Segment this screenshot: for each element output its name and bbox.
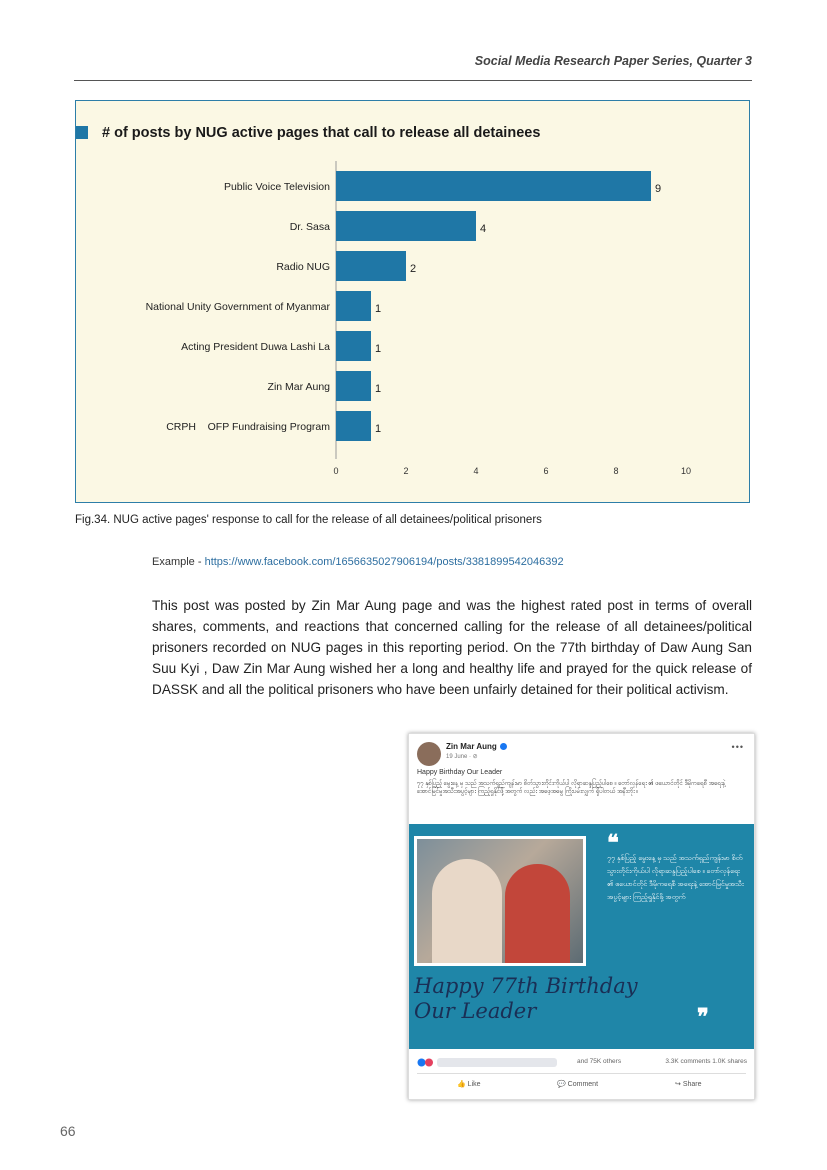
reaction-icons	[417, 1058, 437, 1067]
bar-value-label: 1	[375, 343, 382, 355]
open-quote-icon: ❝	[607, 830, 619, 856]
author-name-row	[446, 742, 507, 751]
post-date: 19 June · ⊘	[446, 754, 478, 760]
category-label: Zin Mar Aung	[267, 381, 330, 393]
chart-title-marker	[76, 126, 88, 139]
reactor-names-blurred	[437, 1058, 557, 1067]
others-count: and 75K others	[577, 1058, 622, 1065]
bar	[336, 171, 651, 201]
chart-title: # of posts by NUG active pages that call to release all detainees	[102, 125, 541, 141]
bar-value-label: 4	[480, 223, 487, 235]
like-reaction-icon	[418, 1059, 426, 1067]
category-label: Public Voice Television	[223, 181, 330, 193]
example-link[interactable]: https://www.facebook.com/1656635027906194/posts/3381899542046392	[204, 556, 564, 568]
bar	[336, 331, 371, 361]
facebook-post-screenshot	[408, 733, 755, 1100]
bar	[336, 291, 371, 321]
x-tick-label: 4	[473, 466, 479, 476]
x-tick-label: 8	[613, 466, 619, 476]
body-paragraph: This post was posted by Zin Mar Aung page and was the highest rated post in terms of overall shares, comments, and reactions that concerned calling for the release of all detainees/political prisoners recorded on NUG pages in this reporting period. On the 77th birthday of Daw Aung San Suu Kyi , Daw Zin Mar Aung wished her a long and healthy life and prayed for the quick release of DASSK and all the political prisoners who have been unfairly detained for their political activism.	[152, 598, 752, 697]
birthday-script-text	[414, 974, 638, 1024]
post-body: ၇၇ နှစ်ပြည့် မွေးနေ့ မှ သည် အသက်ရှည်ကျန်းမာ စိတ်သွားတိုင်းကိုယ်ပါ လိုရာဆန္ဒပြည့်ပါစေ ။ တော်လှန်ရေး ၏ ဖယောင်တိုင် ဒီမိုကရေစီ အရေးနဲ့ အောင်မြင်မှုအသီးအပွင့်များ ကြည့်ရှုနိုင်ဖို့ အတွက် လည်း အဖေ့အမွေ ကြိုးပမ်းလျှက် ရှိပါတယ် အနီးတိုး ။	[417, 781, 726, 795]
comment-button: 💬 Comment	[557, 1081, 599, 1088]
series-title: Social Media Research Paper Series, Quarter 3	[474, 54, 752, 68]
photo	[417, 839, 583, 963]
close-quote-icon: ❞	[697, 1004, 709, 1030]
category-label: Dr. Sasa	[289, 221, 330, 233]
bar-value-label: 9	[655, 183, 662, 195]
photo-frame	[414, 836, 586, 966]
photo-person-right	[505, 864, 570, 963]
post-image	[409, 824, 754, 1049]
actions-divider	[417, 1073, 746, 1074]
verified-icon	[500, 743, 507, 750]
x-tick-label: 6	[543, 466, 549, 476]
chart-panel	[75, 100, 750, 503]
like-label: Like	[467, 1081, 481, 1088]
x-tick-label: 2	[403, 466, 409, 476]
more-options-icon: •••	[731, 742, 744, 752]
bar	[336, 371, 371, 401]
bar-value-label: 1	[375, 383, 382, 395]
like-button: 👍 Like	[457, 1081, 481, 1088]
bar	[336, 211, 476, 241]
author-avatar	[417, 742, 441, 766]
quote-text: ၇၇ နှစ်ပြည့် မွေးနေ့ မှ သည် အသက်ရှည်ကျန်းမာ စိတ်သွားတိုင်းကိုယ်ပါ လိုရာဆန္ဒပြည့်ပါစေ ။ တော်လှန်ရေး ၏ ဖယောင်တိုင် ဒီမိုကရေစီ အရေးနဲ့ အောင်မြင်မှုအသီးအပွင့်များ ကြည့်ရှုနိုင်ဖို့ အတွက်	[607, 855, 744, 901]
category-label: Acting President Duwa Lashi La	[181, 341, 330, 353]
bar	[336, 411, 371, 441]
example-label: Example -	[152, 556, 205, 568]
category-label: Radio NUG	[276, 261, 330, 273]
page-header	[74, 50, 752, 81]
script-line-1: Happy 77th Birthday	[414, 974, 638, 998]
example-line	[152, 556, 564, 568]
love-reaction-icon	[425, 1059, 433, 1067]
bar-chart	[76, 101, 751, 504]
share-label: Share	[682, 1081, 702, 1088]
bar-value-label: 1	[375, 423, 382, 435]
comment-label: Comment	[567, 1081, 599, 1088]
photo-person-left	[432, 859, 502, 963]
page-number: 66	[60, 1123, 76, 1139]
comment-share-counts: 3.3K comments 1.0K shares	[665, 1058, 747, 1065]
share-button: ↪ Share	[675, 1081, 702, 1088]
post-title: Happy Birthday Our Leader	[417, 769, 503, 776]
x-tick-label: 0	[333, 466, 339, 476]
category-label: CRPH OFP Fundraising Program	[166, 421, 330, 433]
x-tick-label: 10	[680, 466, 692, 476]
bar-value-label: 2	[410, 263, 417, 275]
author-name: Zin Mar Aung	[446, 742, 497, 751]
figure-caption: Fig.34. NUG active pages' response to call for the release of all detainees/political prisoners	[75, 514, 542, 526]
bar	[336, 251, 406, 281]
script-line-2: Our Leader	[414, 999, 537, 1023]
bar-value-label: 1	[375, 303, 382, 315]
category-label: National Unity Government of Myanmar	[145, 301, 330, 313]
